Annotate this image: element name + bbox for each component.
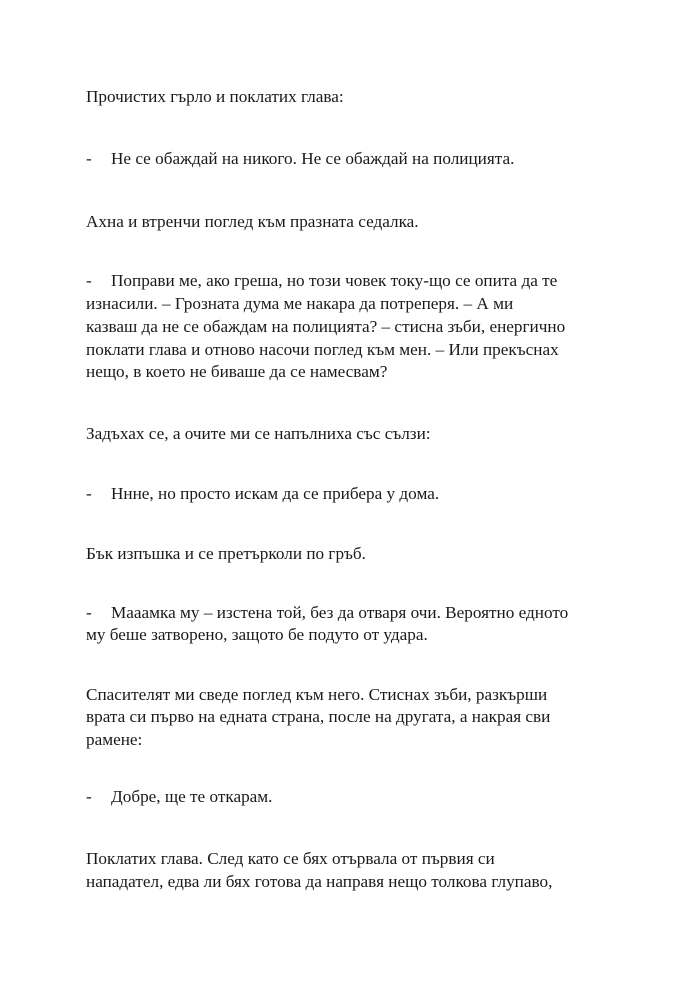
dialogue-line: казваш да не се обаждам на полицията? – стисна зъби, енергично bbox=[86, 317, 566, 336]
dialogue-line: поклати глава и отново насочи поглед към мен. – Или прекъснах bbox=[86, 340, 559, 359]
narration-line: рамене: bbox=[86, 730, 143, 749]
narration-line: Ахна и втренчи поглед към празната седалка. bbox=[86, 212, 419, 231]
dialogue-dash: - bbox=[86, 271, 92, 290]
dialogue-dash: - bbox=[86, 484, 92, 503]
dialogue-line: изнасили. – Грозната дума ме накара да потреперя. – А ми bbox=[86, 294, 514, 313]
narration-line: врата си първо на едната страна, после на другата, а накрая сви bbox=[86, 707, 551, 726]
narration-line: нападател, едва ли бях готова да направя нещо толкова глупаво, bbox=[86, 872, 553, 891]
dialogue-dash: - bbox=[86, 787, 92, 806]
narration-line: Прочистих гърло и поклатих глава: bbox=[86, 87, 344, 106]
dialogue-line: Добре, ще те откарам. bbox=[111, 787, 273, 806]
dialogue-line: Поправи ме, ако греша, но този човек току-що се опита да те bbox=[111, 271, 558, 290]
dialogue-line: нещо, в което не биваше да се намесвам? bbox=[86, 362, 388, 381]
dialogue-dash: - bbox=[86, 603, 92, 622]
dialogue-line: му беше затворено, защото бе подуто от удара. bbox=[86, 625, 428, 644]
dialogue-line: Не се обаждай на никого. Не се обаждай на полицията. bbox=[111, 149, 515, 168]
narration-line: Спасителят ми сведе поглед към него. Стиснах зъби, разкърши bbox=[86, 685, 548, 704]
dialogue-dash: - bbox=[86, 149, 92, 168]
dialogue-line: Мааамка му – изстена той, без да отваря очи. Вероятно едното bbox=[111, 603, 569, 622]
narration-line: Задъхах се, а очите ми се напълниха със сълзи: bbox=[86, 424, 431, 443]
narration-line: Поклатих глава. След като се бях отървала от първия си bbox=[86, 849, 495, 868]
narration-line: Бък изпъшка и се претърколи по гръб. bbox=[86, 544, 366, 563]
dialogue-line: Ннне, но просто искам да се прибера у дома. bbox=[111, 484, 440, 503]
